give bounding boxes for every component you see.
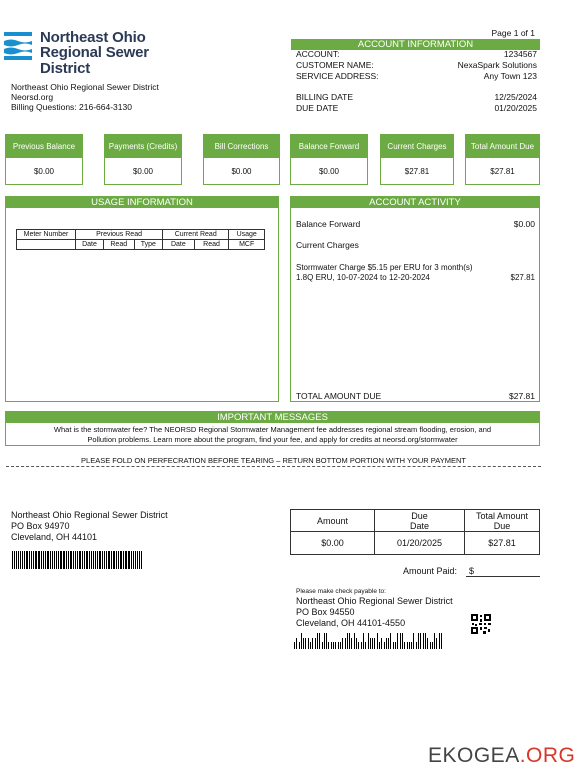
- barcode-bar: [22, 551, 23, 569]
- barcode-bar: [324, 633, 325, 649]
- summary-label: Total Amount Due: [465, 134, 540, 158]
- barcode-bar: [368, 633, 369, 649]
- summary-previous-balance: [5, 134, 83, 185]
- stormwater-line-1: Stormwater Charge $5.15 per ERU for 3 month(s): [296, 263, 473, 272]
- usage-header-cell: Usage: [229, 230, 265, 240]
- summary-value: $0.00: [290, 158, 368, 185]
- stormwater-row: [296, 273, 535, 282]
- customer-name-value: NexaSpark Solutions: [457, 60, 537, 70]
- payable-name: Northeast Ohio Regional Sewer District: [296, 596, 453, 606]
- stub-total-value: $27.81: [465, 532, 540, 555]
- balance-forward-row: [296, 219, 535, 229]
- barcode-bar: [60, 551, 62, 569]
- usage-header: USAGE INFORMATION: [6, 197, 278, 208]
- barcode-bar: [384, 642, 385, 649]
- total-due-label: TOTAL AMOUNT DUE: [296, 391, 382, 401]
- barcode-bar: [68, 551, 69, 569]
- barcode-bar: [116, 551, 117, 569]
- activity-panel: [290, 196, 540, 402]
- payable-box: PO Box 94550: [296, 607, 355, 617]
- barcode-bar: [301, 633, 302, 649]
- account-info-header: ACCOUNT INFORMATION: [291, 39, 540, 50]
- barcode-bar: [73, 551, 74, 569]
- qr-code-icon: [471, 614, 491, 634]
- barcode-bar: [308, 638, 309, 649]
- barcode-bar: [303, 638, 304, 649]
- postal-barcode: [12, 551, 143, 569]
- summary-value: $27.81: [465, 158, 540, 185]
- barcode-bar: [361, 642, 362, 649]
- stub-due-header: [375, 510, 465, 532]
- stub-total-header: [465, 510, 540, 532]
- summary-current-charges: [380, 134, 454, 185]
- barcode-bar: [312, 638, 313, 649]
- barcode-bar: [29, 551, 30, 569]
- barcode-bar: [335, 642, 336, 649]
- current-charges-label: Current Charges: [296, 240, 359, 250]
- barcode-bar: [139, 551, 140, 569]
- current-read-header: Current Read: [163, 230, 229, 240]
- billing-date-value: 12/25/2024: [494, 92, 537, 102]
- barcode-bar: [296, 638, 297, 649]
- due-date-value: 01/20/2025: [494, 103, 537, 113]
- summary-total-due: [465, 134, 540, 185]
- barcode-bar: [75, 551, 76, 569]
- payable-city: Cleveland, OH 44101-4550: [296, 618, 406, 628]
- barcode-bar: [439, 633, 440, 649]
- summary-value: $27.81: [380, 158, 454, 185]
- payable-address: [296, 596, 453, 629]
- barcode-bar: [93, 551, 94, 569]
- barcode-bar: [430, 642, 431, 649]
- barcode-bar: [379, 642, 380, 649]
- summary-balance-forward: [290, 134, 368, 185]
- billing-date-row: [296, 92, 537, 102]
- mcf-header: MCF: [229, 240, 265, 250]
- barcode-bar: [413, 633, 414, 649]
- meter-table: [16, 229, 265, 250]
- barcode-bar: [20, 551, 21, 569]
- barcode-bar: [35, 551, 37, 569]
- barcode-bar: [113, 551, 115, 569]
- barcode-bar: [31, 551, 32, 569]
- barcode-bar: [374, 638, 375, 649]
- barcode-bar: [436, 638, 437, 649]
- logo-line-2: Regional Sewer District: [40, 44, 149, 77]
- barcode-bar: [333, 642, 334, 649]
- barcode-bar: [43, 551, 44, 569]
- barcode-bar: [56, 551, 57, 569]
- return-address: [11, 510, 168, 543]
- barcode-bar: [441, 633, 442, 649]
- payable-note: Please make check payable to:: [296, 588, 386, 595]
- barcode-bar: [409, 642, 410, 649]
- stub-total-header-line2: Due: [493, 520, 511, 531]
- due-date-label: DUE DATE: [296, 103, 339, 113]
- barcode-bar: [407, 642, 408, 649]
- stub-amount-value: $0.00: [291, 532, 375, 555]
- account-row: [296, 49, 537, 59]
- barcode-bar: [418, 633, 419, 649]
- barcode-bar: [12, 551, 13, 569]
- barcode-bar: [425, 633, 426, 649]
- barcode-bar: [381, 638, 382, 649]
- summary-label: Balance Forward: [290, 134, 368, 158]
- watermark-org: .ORG: [519, 744, 575, 767]
- fold-notice: PLEASE FOLD ON PERFECRATION BEFORE TEARING – RETURN BOTTOM PORTION WITH YOUR PAYMENT: [81, 456, 466, 465]
- barcode-bar: [120, 551, 122, 569]
- district-website: Neorsd.org: [11, 92, 54, 102]
- barcode-bar: [390, 633, 391, 649]
- barcode-bar: [356, 638, 357, 649]
- amount-paid-dollar: $: [469, 566, 475, 576]
- watermark: [428, 744, 575, 768]
- barcode-bar: [370, 638, 371, 649]
- barcode-bar: [351, 638, 352, 649]
- barcode-bar: [420, 633, 421, 649]
- messages-header: IMPORTANT MESSAGES: [6, 412, 539, 423]
- barcode-bar: [38, 551, 40, 569]
- barcode-bar: [123, 551, 124, 569]
- messages-panel: [5, 411, 540, 446]
- billing-date-label: BILLING DATE: [296, 92, 353, 102]
- logo: [4, 29, 194, 77]
- barcode-bar: [118, 551, 119, 569]
- barcode-bar: [41, 551, 42, 569]
- barcode-bar: [137, 551, 138, 569]
- barcode-bar: [349, 633, 350, 649]
- stub-table: [290, 509, 540, 555]
- summary-label: Bill Corrections: [203, 134, 280, 158]
- barcode-bar: [372, 638, 373, 649]
- summary-value: $0.00: [203, 158, 280, 185]
- barcode-bar: [108, 551, 110, 569]
- barcode-bar: [133, 551, 134, 569]
- date2-header: Date: [163, 240, 195, 250]
- barcode-bar: [345, 638, 346, 649]
- perforation-line: [6, 466, 541, 467]
- stormwater-value: $27.81: [510, 273, 535, 282]
- stub-total-header-line1: Total Amount: [475, 510, 529, 521]
- logo-line-1: Northeast Ohio: [40, 29, 146, 46]
- stub-amount-header: Amount: [291, 510, 375, 532]
- barcode-bar: [70, 551, 72, 569]
- balance-forward-value: $0.00: [513, 219, 535, 229]
- barcode-bar: [305, 638, 306, 649]
- amount-paid-label: Amount Paid:: [403, 566, 458, 576]
- barcode-bar: [338, 642, 339, 649]
- barcode-bar: [402, 633, 403, 649]
- barcode-bar: [326, 633, 327, 649]
- service-address-value: Any Town 123: [483, 71, 537, 81]
- summary-label: Payments (Credits): [104, 134, 182, 158]
- barcode-bar: [347, 633, 348, 649]
- barcode-bar: [84, 551, 85, 569]
- barcode-bar: [427, 638, 428, 649]
- barcode-bar: [294, 642, 295, 649]
- barcode-bar: [79, 551, 81, 569]
- return-city: Cleveland, OH 44101: [11, 532, 98, 542]
- customer-name-label: CUSTOMER NAME:: [296, 60, 374, 70]
- service-address-row: [296, 71, 537, 81]
- page-number: Page 1 of 1: [491, 28, 535, 38]
- barcode-bar: [66, 551, 67, 569]
- barcode-bar: [24, 551, 25, 569]
- stub-due-value: 01/20/2025: [375, 532, 465, 555]
- barcode-bar: [317, 633, 318, 649]
- barcode-bar: [16, 551, 17, 569]
- watermark-ekogea: EKOGEA: [428, 744, 520, 767]
- barcode-bar: [340, 642, 341, 649]
- total-due-value: $27.81: [509, 391, 535, 401]
- barcode-bar: [432, 642, 433, 649]
- barcode-bar: [423, 633, 424, 649]
- barcode-bar: [411, 642, 412, 649]
- return-name: Northeast Ohio Regional Sewer District: [11, 510, 168, 520]
- barcode-bar: [342, 638, 343, 649]
- barcode-bar: [89, 551, 90, 569]
- barcode-bar: [86, 551, 88, 569]
- barcode-bar: [111, 551, 112, 569]
- read-header: Read: [103, 240, 134, 250]
- stormwater-line-2: 1.8Q ERU, 10-07-2024 to 12-20-2024: [296, 273, 430, 282]
- barcode-bar: [99, 551, 101, 569]
- barcode-bar: [91, 551, 92, 569]
- barcode-bar: [63, 551, 65, 569]
- district-info: [11, 82, 159, 112]
- barcode-bar: [331, 642, 332, 649]
- due-date-row: [296, 103, 537, 113]
- barcode-bar: [363, 633, 364, 649]
- barcode-bar: [97, 551, 98, 569]
- summary-value: $0.00: [104, 158, 182, 185]
- barcode-bar: [322, 642, 323, 649]
- balance-forward-label: Balance Forward: [296, 219, 361, 229]
- barcode-bar: [26, 551, 28, 569]
- stub-due-header-line2: Date: [409, 520, 429, 531]
- barcode-bar: [358, 642, 359, 649]
- barcode-bar: [77, 551, 78, 569]
- barcode-bar: [104, 551, 105, 569]
- summary-bill-corrections: [203, 134, 280, 185]
- type-header: Type: [134, 240, 162, 250]
- barcode-bar: [141, 551, 142, 569]
- date-header: Date: [76, 240, 104, 250]
- barcode-bar: [102, 551, 103, 569]
- barcode-bar: [434, 633, 435, 649]
- barcode-bar: [58, 551, 59, 569]
- barcode-bar: [365, 642, 366, 649]
- stub-due-header-line1: Due: [411, 510, 428, 521]
- barcode-bar: [82, 551, 83, 569]
- barcode-bar: [47, 551, 49, 569]
- barcode-bar: [33, 551, 34, 569]
- meter-number-header: Meter Number: [17, 230, 76, 240]
- barcode-bar: [131, 551, 132, 569]
- barcode-bar: [125, 551, 127, 569]
- account-label: ACCOUNT:: [296, 49, 340, 59]
- message-line-1: What is the stormwater fee? The NEORSD Regional Stormwater Management fee addresses regional stream flooding, erosion, and: [53, 425, 492, 434]
- barcode-bar: [388, 638, 389, 649]
- barcode-bar: [106, 551, 107, 569]
- barcode-bar: [416, 642, 417, 649]
- district-name: Northeast Ohio Regional Sewer District: [11, 82, 159, 92]
- message-line-2: Pollution problems. Learn more about the program, find your fee, and apply for credits at neorsd.org/stormwater: [87, 435, 458, 444]
- summary-value: $0.00: [5, 158, 83, 185]
- account-value: 1234567: [503, 49, 537, 59]
- barcode-bar: [50, 551, 51, 569]
- barcode-bar: [400, 633, 401, 649]
- barcode-bar: [299, 642, 300, 649]
- imb-barcode: [294, 633, 443, 649]
- read2-header: Read: [194, 240, 229, 250]
- barcode-bar: [54, 551, 55, 569]
- messages-body: [6, 425, 539, 445]
- logo-waves-icon: [4, 32, 32, 60]
- previous-read-header: Previous Read: [76, 230, 163, 240]
- barcode-bar: [128, 551, 130, 569]
- service-address-label: SERVICE ADDRESS:: [296, 71, 379, 81]
- return-box: PO Box 94970: [11, 521, 70, 531]
- barcode-bar: [315, 638, 316, 649]
- customer-name-row: [296, 60, 537, 70]
- barcode-bar: [18, 551, 19, 569]
- amount-paid-field[interactable]: [466, 566, 540, 577]
- activity-header: ACCOUNT ACTIVITY: [291, 197, 539, 208]
- usage-panel: [5, 196, 279, 402]
- barcode-bar: [393, 642, 394, 649]
- summary-label: Previous Balance: [5, 134, 83, 158]
- barcode-bar: [386, 638, 387, 649]
- barcode-bar: [404, 642, 405, 649]
- barcode-bar: [135, 551, 136, 569]
- barcode-bar: [397, 633, 398, 649]
- barcode-bar: [95, 551, 96, 569]
- billing-questions: Billing Questions: 216-664-3130: [11, 102, 132, 112]
- summary-label: Current Charges: [380, 134, 454, 158]
- barcode-bar: [45, 551, 46, 569]
- barcode-bar: [377, 633, 378, 649]
- barcode-bar: [319, 633, 320, 649]
- barcode-bar: [310, 642, 311, 649]
- barcode-bar: [354, 633, 355, 649]
- barcode-bar: [52, 551, 53, 569]
- barcode-bar: [14, 551, 15, 569]
- barcode-bar: [328, 642, 329, 649]
- meter-number-blank: [17, 240, 76, 250]
- summary-payments: [104, 134, 182, 185]
- total-due-row: [296, 391, 535, 401]
- barcode-bar: [395, 642, 396, 649]
